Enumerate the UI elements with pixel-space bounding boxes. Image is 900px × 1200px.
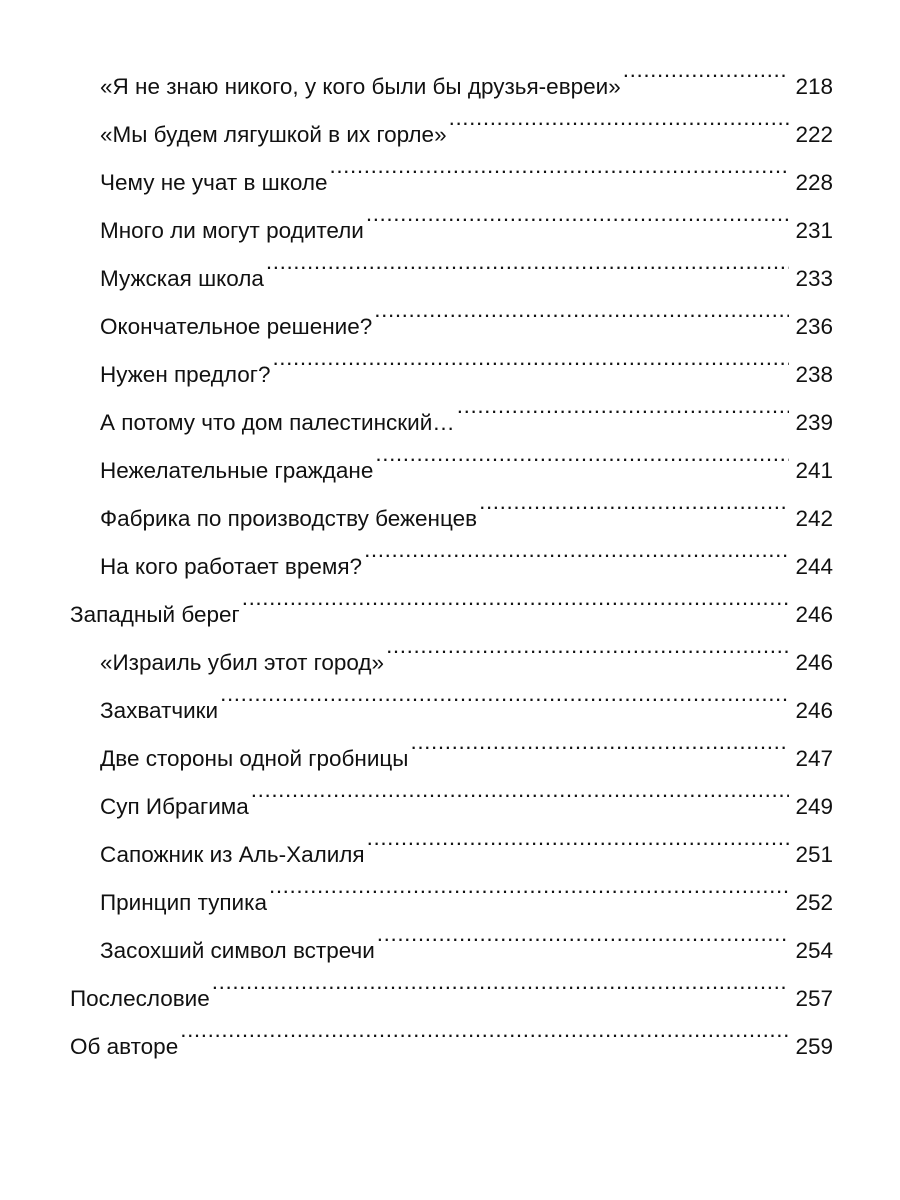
toc-entry-page-number: 222 [795, 122, 833, 147]
toc-dot-leader [375, 430, 789, 478]
toc-subsection-entry [0, 190, 900, 243]
toc-subsection-entry [0, 766, 900, 819]
toc-entry-page-number: 259 [795, 1034, 833, 1059]
toc-dot-leader [364, 526, 789, 574]
toc-entry-page-number: 252 [795, 890, 833, 915]
toc-entry-page-number: 246 [795, 602, 833, 627]
toc-dot-leader [212, 958, 789, 1006]
toc-dot-leader [449, 94, 789, 142]
toc-entry-page-number: 242 [795, 506, 833, 531]
toc-entry-title: Фабрика по производству беженцев [100, 506, 478, 531]
toc-dot-leader [374, 286, 789, 334]
toc-entry-title: Две стороны одной гробницы [100, 746, 409, 771]
toc-entry-title: Чему не учат в школе [100, 170, 328, 195]
toc-entry-title: «Израиль убил этот город» [100, 650, 385, 675]
toc-dot-leader [367, 814, 789, 862]
toc-subsection-entry [0, 814, 900, 867]
toc-entry-page-number: 246 [795, 650, 833, 675]
toc-dot-leader [479, 478, 789, 526]
toc-subsection-entry [0, 622, 900, 675]
toc-entry-title: Нужен предлог? [100, 362, 271, 387]
toc-entry-page-number: 233 [795, 266, 833, 291]
toc-dot-leader [220, 670, 789, 718]
toc-entry-page-number: 251 [795, 842, 833, 867]
toc-entry-title: Окончательное решение? [100, 314, 373, 339]
toc-subsection-entry [0, 910, 900, 963]
toc-entry-page-number: 238 [795, 362, 833, 387]
toc-subsection-entry [0, 862, 900, 915]
toc-dot-leader [386, 622, 789, 670]
toc-subsection-entry [0, 718, 900, 771]
toc-subsection-entry [0, 286, 900, 339]
toc-entry-page-number: 236 [795, 314, 833, 339]
toc-dot-leader [266, 238, 789, 286]
toc-entry-page-number: 249 [795, 794, 833, 819]
toc-dot-leader [623, 46, 789, 94]
toc-entry-title: «Мы будем лягушкой в их горле» [100, 122, 447, 147]
toc-subsection-entry [0, 670, 900, 723]
toc-subsection-entry [0, 382, 900, 435]
toc-subsection-entry [0, 46, 900, 99]
toc-subsection-entry [0, 430, 900, 483]
toc-entry-page-number: 244 [795, 554, 833, 579]
toc-subsection-entry [0, 94, 900, 147]
toc-dot-leader [269, 862, 789, 910]
toc-dot-leader [180, 1006, 789, 1054]
toc-entry-page-number: 231 [795, 218, 833, 243]
toc-entry-title: Мужская школа [100, 266, 264, 291]
toc-dot-leader [410, 718, 789, 766]
toc-subsection-entry [0, 238, 900, 291]
toc-entry-title: Об авторе [70, 1034, 179, 1059]
toc-entry-page-number: 239 [795, 410, 833, 435]
toc-entry-page-number: 218 [795, 74, 833, 99]
toc-entry-page-number: 257 [795, 986, 833, 1011]
toc-dot-leader [272, 334, 789, 382]
toc-entry-page-number: 246 [795, 698, 833, 723]
toc-subsection-entry [0, 334, 900, 387]
toc-entry-title: На кого работает время? [100, 554, 363, 579]
toc-entry-title: Принцип тупика [100, 890, 267, 915]
toc-subsection-entry [0, 478, 900, 531]
toc-dot-leader [366, 190, 789, 238]
toc-dot-leader [329, 142, 789, 190]
toc-section-entry [0, 1006, 900, 1059]
toc-entry-page-number: 247 [795, 746, 833, 771]
toc-entry-title: Западный берег [70, 602, 240, 627]
toc-entry-title: Сапожник из Аль-Халиля [100, 842, 365, 867]
toc-dot-leader [377, 910, 789, 958]
toc-entry-title: Засохший символ встречи [100, 938, 375, 963]
toc-section-entry [0, 958, 900, 1011]
toc-entry-page-number: 254 [795, 938, 833, 963]
toc-entry-title: А потому что дом палестинский… [100, 410, 455, 435]
toc-entry-title: «Я не знаю никого, у кого были бы друзья-евреи» [100, 74, 621, 99]
toc-dot-leader [457, 382, 789, 430]
toc-dot-leader [242, 574, 789, 622]
toc-section-entry [0, 574, 900, 627]
toc-entry-title: Нежелательные граждане [100, 458, 374, 483]
toc-entry-page-number: 228 [795, 170, 833, 195]
toc-subsection-entry [0, 142, 900, 195]
toc-entry-title: Послесловие [70, 986, 210, 1011]
toc-entry-title: Много ли могут родители [100, 218, 364, 243]
toc-entry-page-number: 241 [795, 458, 833, 483]
toc-entry-title: Суп Ибрагима [100, 794, 249, 819]
table-of-contents [0, 46, 900, 1059]
toc-dot-leader [251, 766, 789, 814]
toc-subsection-entry [0, 526, 900, 579]
toc-entry-title: Захватчики [100, 698, 219, 723]
